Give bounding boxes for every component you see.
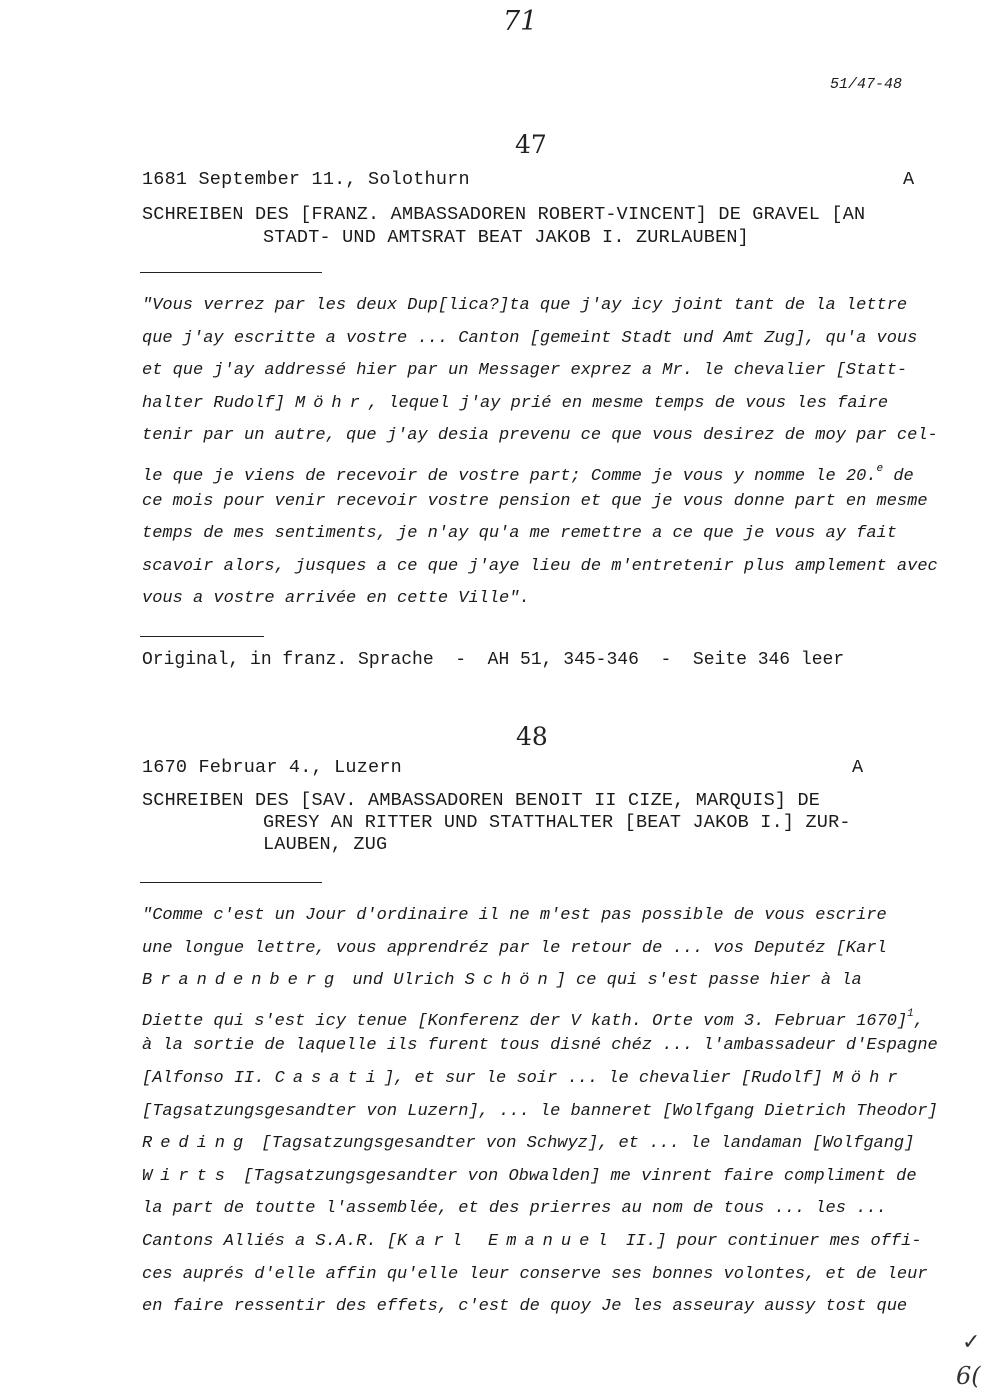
quote-text: , (913, 1011, 924, 1031)
quote-line: temps de mes sentiments, je n'ay qu'a me remettre a ce que je vous ay fait (142, 524, 897, 544)
quote-line: "Vous verrez par les deux Dup[lica?]ta que j'ay icy joint tant de la lettre (142, 296, 908, 315)
doc48-title-line-1: SCHREIBEN DES [SAV. AMBASSADOREN BENOIT II CIZE, MARQUIS] DE (142, 790, 821, 811)
quote-text: [Tagsatzungsgesandter von Schwyz], et ... le landaman [Wolfgang] (251, 1134, 915, 1154)
quote-line: "Comme c'est un Jour d'ordinaire il ne m'est pas possible de vous escrire (142, 906, 887, 925)
document-reference: 51/47-48 (830, 76, 903, 93)
handwritten-initials: 6( (956, 1362, 981, 1390)
quote-line (142, 1161, 938, 1194)
doc47-class-mark: A (903, 169, 915, 190)
quote-line (142, 388, 938, 421)
quote-text: ] ce qui s'est passe hier à la (555, 971, 862, 991)
superscript: e (876, 462, 884, 475)
quote-text: Cantons Alliés a S.A.R. [ (142, 1231, 398, 1251)
quote-line: et que j'ay addressé hier par un Messager exprez a Mr. le chevalier [Statt- (142, 361, 908, 381)
quote-text: de (883, 466, 914, 486)
handwritten-page-number: 71 (503, 6, 538, 37)
spaced-name: Schön (464, 971, 556, 991)
quote-line: une longue lettre, vous apprendréz par le retour de ... vos Deputéz [Karl (142, 938, 887, 958)
quote-text: und Ulrich (342, 971, 465, 991)
spaced-name: Karl Emanuel (397, 1231, 616, 1251)
quote-line: la part de toutte l'assemblée, et des prierres au nom de tous ... les ... (142, 1199, 887, 1219)
doc48-title-line-3: LAUBEN, ZUG (263, 834, 388, 855)
check-mark-icon: ✓ (962, 1330, 981, 1355)
doc47-source-rule (140, 636, 264, 637)
spaced-name: Möhr (295, 393, 368, 413)
quote-text: le que je viens de recevoir de vostre part; Comme je vous y nomme le 20. (142, 466, 877, 486)
quote-line (142, 1128, 938, 1161)
quote-line: ce mois pour venir recevoir vostre pension et que je vous donne part en mesme (142, 491, 928, 511)
quote-line (142, 998, 938, 1031)
quote-line (142, 1226, 938, 1259)
quote-line: ces auprés d'elle affin qu'elle leur conserve ses bonnes volontes, et de leur (142, 1264, 928, 1284)
quote-text: II.] pour continuer mes offi- (615, 1231, 922, 1251)
quote-line (142, 965, 938, 998)
quote-text: [Tagsatzungsgesandter von Obwalden] me vinrent faire compliment de (233, 1166, 917, 1186)
doc47-title-line-1: SCHREIBEN DES [FRANZ. AMBASSADOREN ROBERT-VINCENT] DE GRAVEL [AN (142, 204, 866, 225)
document-number-47: 47 (515, 130, 547, 159)
quote-line: que j'ay escritte a vostre ... Canton [gemeint Stadt und Amt Zug], qu'a vous (142, 328, 918, 348)
quote-text: [Alfonso II. (142, 1068, 275, 1088)
quote-text: ], et sur le soir ... le chevalier [Rudolf] (383, 1068, 833, 1088)
quote-text: Diette qui s'est icy tenue [Konferenz der V kath. Orte vom 3. Februar 1670] (142, 1011, 908, 1031)
quote-line: vous a vostre arrivée en cette Ville". (142, 589, 530, 609)
doc47-title-rule (140, 272, 322, 273)
spaced-name: Casati (274, 1068, 384, 1088)
doc47-quote (142, 290, 938, 616)
quote-line: à la sortie de laquelle ils furent tous disné chéz ... l'ambassadeur d'Espagne (142, 1036, 938, 1056)
spaced-name: Brandenberg (142, 971, 343, 991)
footnote-marker: 1 (907, 1007, 914, 1020)
spaced-name: Möhr (832, 1068, 906, 1088)
doc48-title-rule (140, 882, 322, 883)
spaced-name: Wirts (142, 1166, 234, 1186)
quote-line: scavoir alors, jusques a ce que j'aye lieu de m'entretenir plus amplement avec (142, 556, 938, 576)
quote-line (142, 453, 938, 486)
doc48-title-line-2: GRESY AN RITTER UND STATTHALTER [BEAT JAKOB I.] ZUR- (263, 812, 851, 833)
doc48-class-mark: A (852, 757, 864, 778)
doc48-quote (142, 900, 938, 1324)
quote-line: [Tagsatzungsgesandter von Luzern], ... le banneret [Wolfgang Dietrich Theodor] (142, 1101, 938, 1121)
doc47-title-line-2: STADT- UND AMTSRAT BEAT JAKOB I. ZURLAUBEN] (263, 227, 749, 248)
doc47-date-place: 1681 September 11., Solothurn (142, 169, 470, 190)
document-number-48: 48 (516, 722, 548, 751)
quote-line (142, 1063, 938, 1096)
spaced-name: Reding (142, 1134, 252, 1154)
doc47-source-note: Original, in franz. Sprache - AH 51, 345-346 - Seite 346 leer (142, 650, 845, 670)
quote-line: en faire ressentir des effets, c'est de quoy Je les asseuray aussy tost que (142, 1297, 908, 1317)
quote-line: tenir par un autre, que j'ay desia prevenu ce que vous desirez de moy par cel- (142, 426, 938, 446)
quote-text: , lequel j'ay prié en mesme temps de vous les faire (367, 393, 889, 413)
doc48-date-place: 1670 Februar 4., Luzern (142, 757, 402, 778)
quote-text: halter Rudolf] (142, 393, 296, 413)
